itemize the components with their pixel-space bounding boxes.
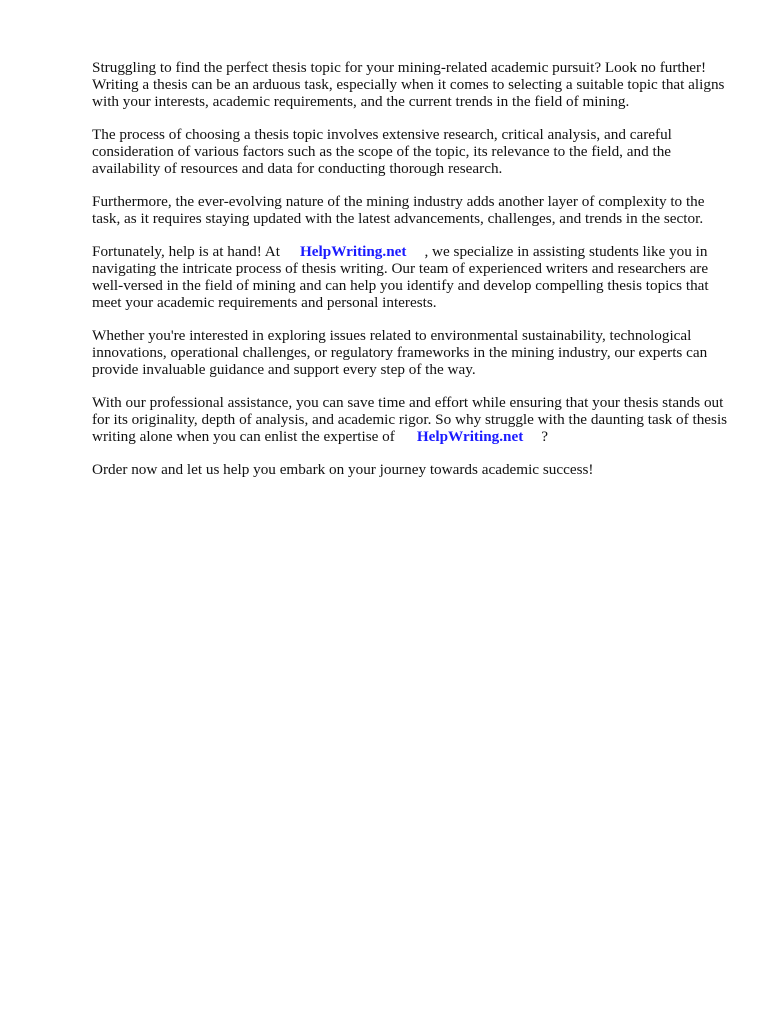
helpwriting-link-2[interactable]: HelpWriting.net — [416, 428, 524, 445]
document-body — [92, 59, 732, 494]
paragraph-order: Order now and let us help you embark on your journey towards academic success! — [92, 461, 594, 478]
paragraph-help-rest: , we specialize in assisting students like you in navigating the intricate process of thesis writing. Our team of experienced writers and researchers are well-versed in the field of mining and can help you identify and develop compelling thesis topics that meet your academic requirements and personal interests. — [92, 243, 709, 311]
paragraph-assistance-lead: With our professional assistance, you can save time and effort while ensuring that your thesis stands out for its originality, depth of analysis, and academic rigor. So why struggle with the daunting task of thesis writing alone when you can enlist the expertise of — [92, 394, 728, 445]
paragraph-assistance — [92, 394, 732, 445]
paragraph-intro: Struggling to find the perfect thesis topic for your mining-related academic pursuit? Look no further! Writing a thesis can be an arduous task, especially when it comes to selecting a suitable topic that aligns with your interests, academic requirements, and the current trends in the field of mining. — [92, 59, 725, 110]
paragraph-industry: Furthermore, the ever-evolving nature of the mining industry adds another layer of complexity to the task, as it requires staying updated with the latest advancements, challenges, and trends in the sector. — [92, 193, 705, 227]
paragraph-help — [92, 243, 732, 311]
paragraph-topics: Whether you're interested in exploring issues related to environmental sustainability, technological innovations, operational challenges, or regulatory frameworks in the mining industry, our experts can provide invaluable guidance and support every step of the way. — [92, 327, 708, 378]
helpwriting-link[interactable]: HelpWriting.net — [299, 243, 407, 260]
paragraph-process: The process of choosing a thesis topic involves extensive research, critical analysis, and careful consideration of various factors such as the scope of the topic, its relevance to the field, and the availability of resources and data for conducting thorough research. — [92, 126, 672, 177]
paragraph-assistance-end: ? — [541, 428, 549, 445]
paragraph-help-lead: Fortunately, help is at hand! At — [92, 243, 280, 260]
